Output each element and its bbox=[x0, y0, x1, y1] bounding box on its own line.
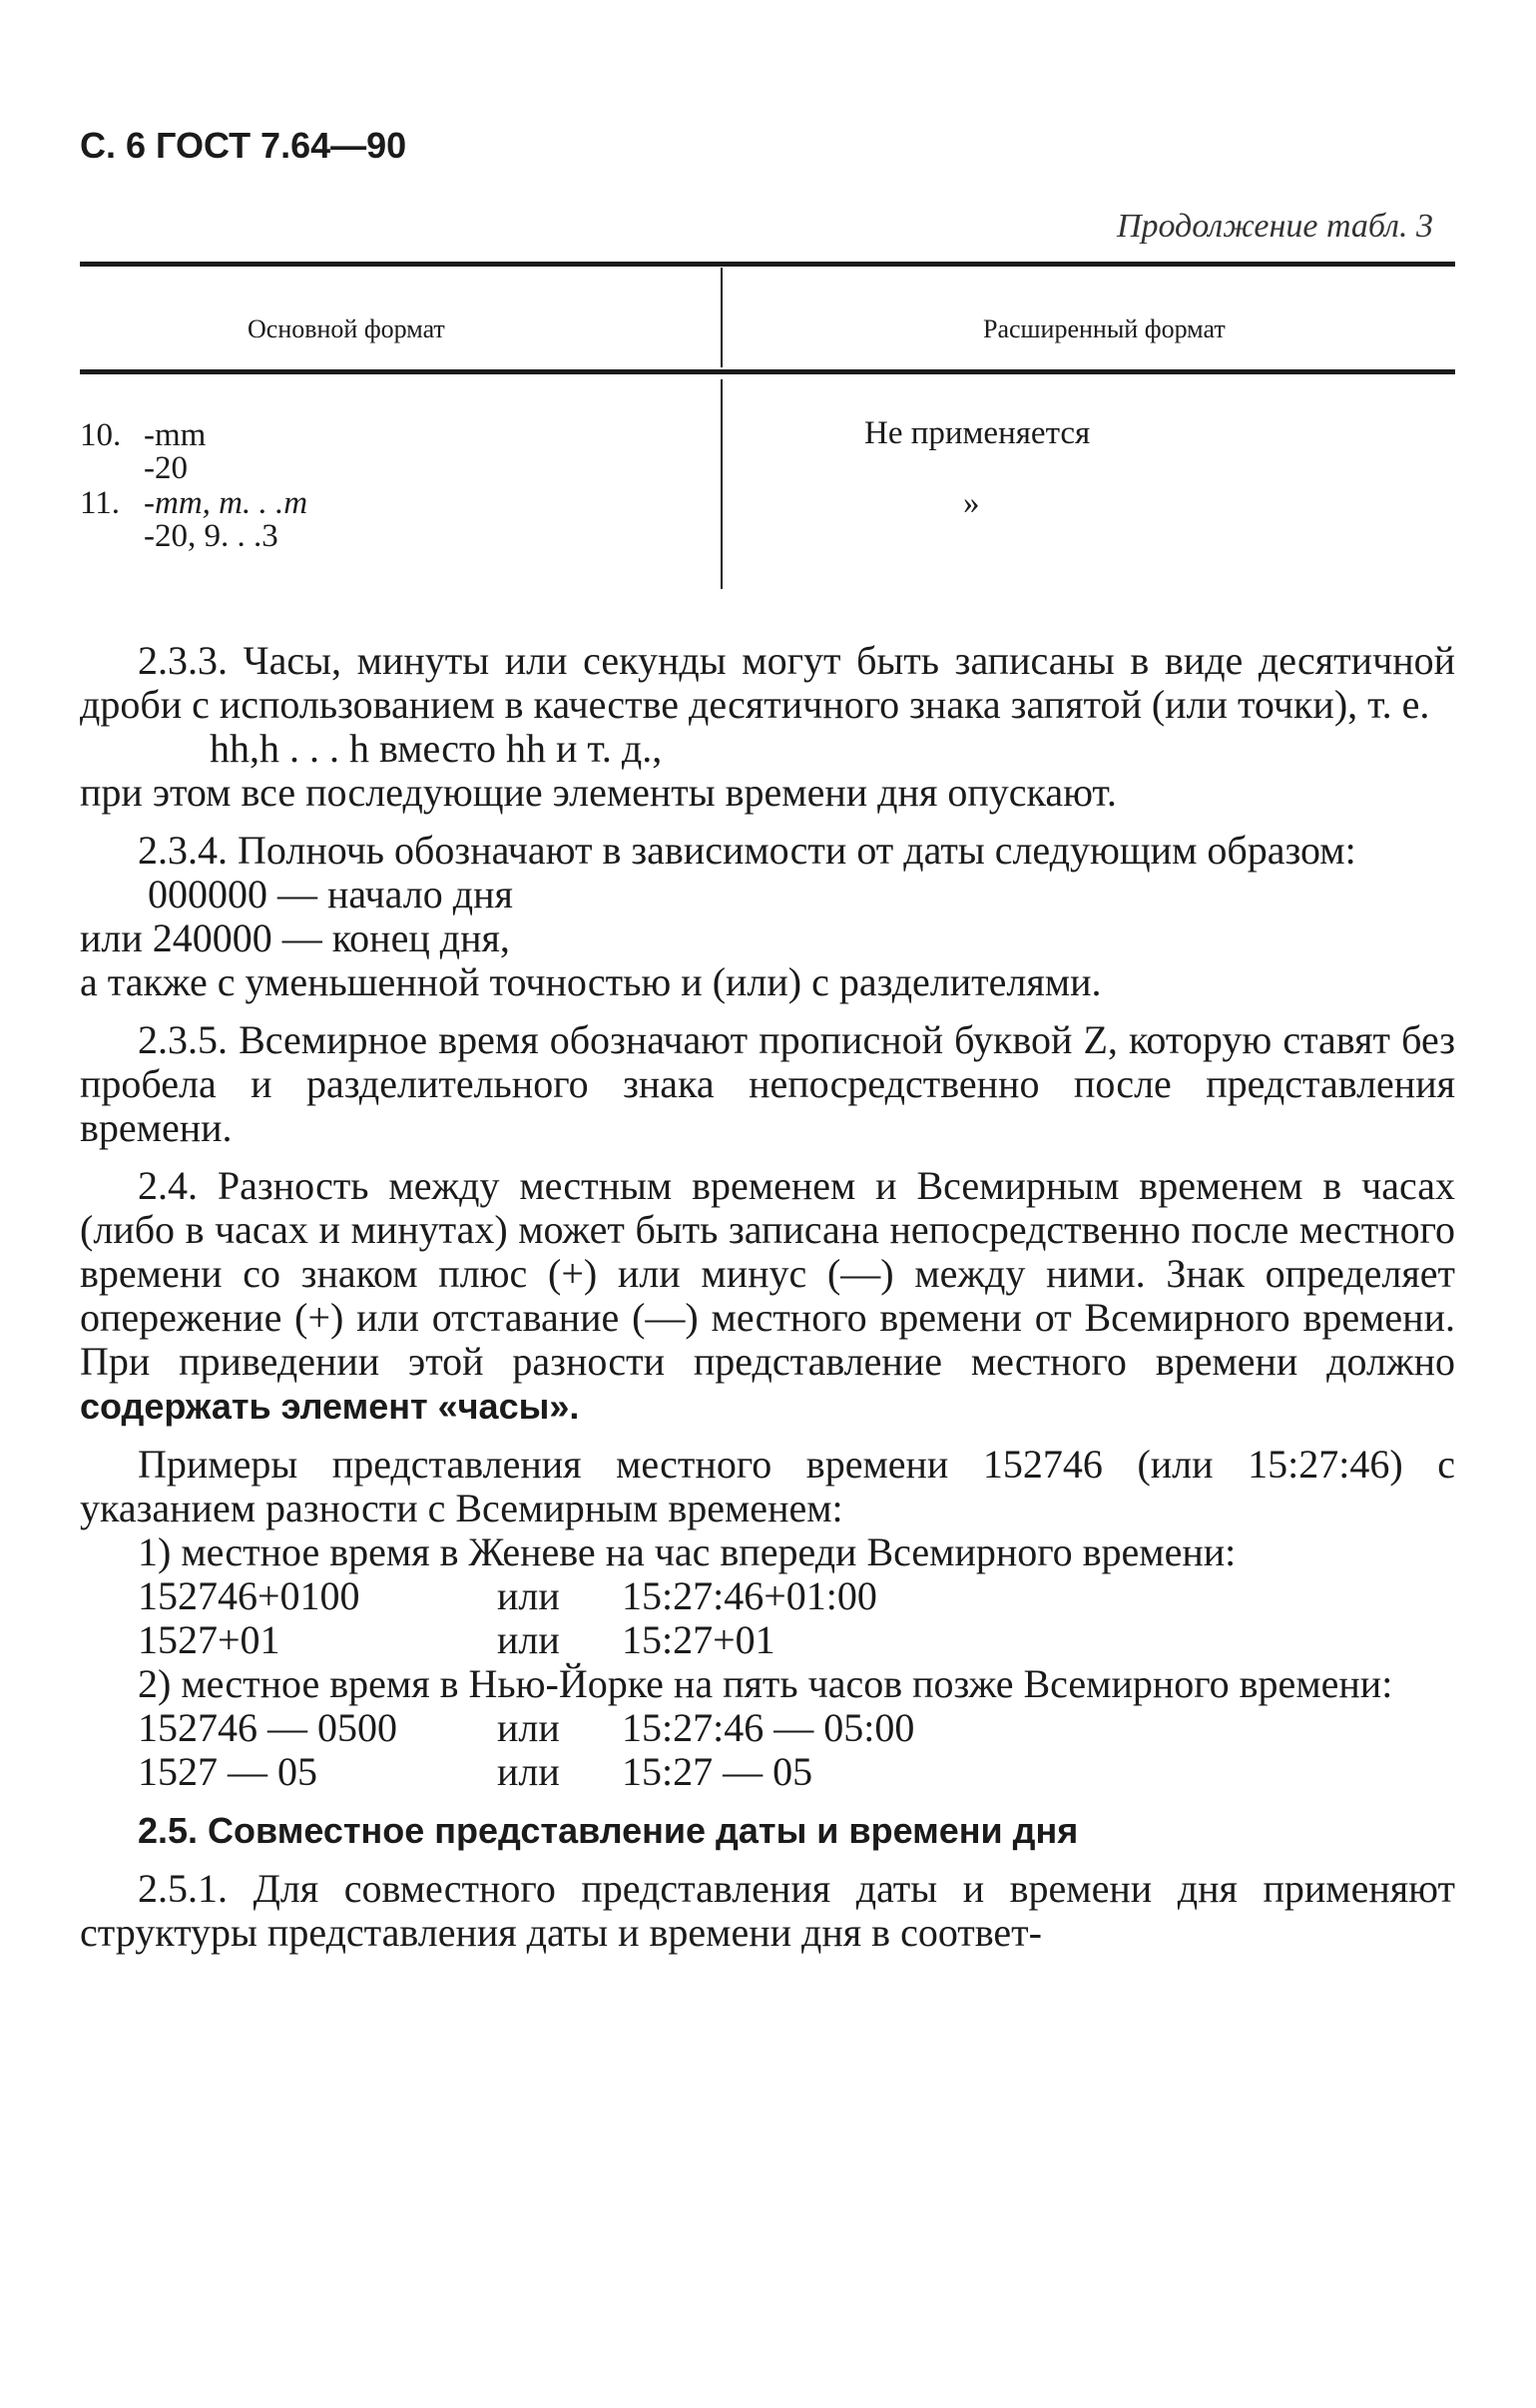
section-2-3-5: 2.3.5. Всемирное время обозначают прописной буквой Z, которую ставят без пробела и разделительного знака непосредственно после представления времени. bbox=[80, 1017, 1455, 1150]
section-2-4-text: 2.4. Разность между местным временем и Всемирным временем в часах (либо в часах и минутах) может быть записана непосредственно после местного времени со знаком плюс (+) или минус (—) между ними. Знак определяет опережение (+) или отставание (—) местного времени от Всемирного времени. При приведении этой разности представление местного времени должно bbox=[80, 1163, 1455, 1384]
or-word: или bbox=[497, 1573, 560, 1618]
extended-format-value: » bbox=[963, 485, 980, 521]
midnight-start-line: 000000 — начало дня bbox=[148, 872, 513, 916]
example-newyork: 2) местное время в Нью-Йорке на пять часов позже Всемирного времени: bbox=[138, 1661, 1393, 1706]
section-2-4-bold-tail: содержать элемент «часы». bbox=[80, 1386, 580, 1427]
examples-intro: Примеры представления местного времени 152746 (или 15:27:46) с указанием разности с Всемирным временем: bbox=[80, 1442, 1455, 1530]
extended-format-value: Не применяется bbox=[864, 415, 1091, 451]
section-2-3-4: 2.3.4. Полночь обозначают в зависимости от даты следующим образом: bbox=[138, 828, 1356, 873]
or-word: или bbox=[497, 1617, 560, 1662]
extended-example: 15:27:46+01:00 bbox=[622, 1573, 877, 1618]
basic-format-example: -20 bbox=[144, 450, 188, 486]
table-header-rule bbox=[80, 369, 1455, 374]
table-body-divider bbox=[721, 379, 723, 589]
section-2-5-1: 2.5.1. Для совместного представления даты и времени дня применяют структуры представления даты и времени дня в соответ- bbox=[80, 1866, 1455, 1955]
section-2-3-3: 2.3.3. Часы, минуты или секунды могут быть записаны в виде десятичной дроби с использованием в качестве десятичного знака запятой (или точки), т. е. bbox=[80, 638, 1455, 727]
col-basic-header: Основной формат bbox=[248, 314, 445, 343]
basic-example: 152746 — 0500 bbox=[138, 1705, 397, 1750]
basic-format-value: -mm, m. . .m bbox=[144, 485, 308, 521]
example-row bbox=[80, 1574, 1455, 1618]
basic-example: 1527 — 05 bbox=[138, 1749, 317, 1794]
section-2-3-3-tail: при этом все последующие элементы времени дня опускают. bbox=[80, 770, 1117, 815]
basic-format-value: -mm bbox=[144, 417, 207, 453]
section-2-4 bbox=[80, 1164, 1455, 1429]
midnight-end-line: или 240000 — конец дня, bbox=[80, 915, 510, 960]
extended-example: 15:27:46 — 05:00 bbox=[622, 1705, 915, 1750]
table-top-rule bbox=[80, 262, 1455, 267]
body-text bbox=[80, 639, 1455, 1955]
basic-example: 1527+01 bbox=[138, 1617, 280, 1662]
section-2-3-4-tail: а также с уменьшенной точностью и (или) с разделителями. bbox=[80, 959, 1102, 1004]
extended-example: 15:27 — 05 bbox=[622, 1749, 813, 1794]
example-row bbox=[80, 1618, 1455, 1662]
or-word: или bbox=[497, 1749, 560, 1794]
table-continuation-label: Продолжение табл. 3 bbox=[1116, 208, 1433, 245]
row-number: 10. bbox=[80, 417, 122, 453]
basic-example: 152746+0100 bbox=[138, 1573, 360, 1618]
section-2-5-title: 2.5. Совместное представление даты и времени дня bbox=[138, 1810, 1079, 1851]
row-number: 11. bbox=[80, 485, 121, 521]
table-header-divider bbox=[721, 268, 723, 367]
example-row bbox=[80, 1750, 1455, 1794]
or-word: или bbox=[497, 1705, 560, 1750]
section-2-5-heading bbox=[80, 1808, 1455, 1853]
basic-format-example: -20, 9. . .3 bbox=[144, 518, 278, 554]
formula-line: hh,h . . . h вместо hh и т. д., bbox=[210, 726, 663, 771]
page-header: С. 6 ГОСТ 7.64—90 bbox=[80, 125, 407, 166]
extended-example: 15:27+01 bbox=[622, 1617, 775, 1662]
example-geneva: 1) местное время в Женеве на час впереди Всемирного времени: bbox=[138, 1529, 1237, 1574]
example-row bbox=[80, 1706, 1455, 1750]
col-extended-header: Расширенный формат bbox=[983, 314, 1226, 343]
